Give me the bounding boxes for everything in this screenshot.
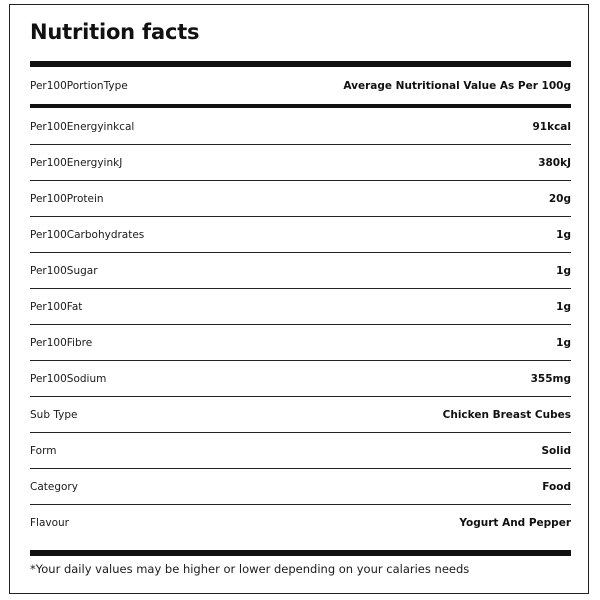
row-value: 355mg xyxy=(530,372,571,385)
panel-title: Nutrition facts xyxy=(30,20,200,44)
table-row xyxy=(30,109,571,145)
top-divider xyxy=(30,61,571,67)
table-row xyxy=(30,433,571,469)
row-label: Per100Fibre xyxy=(30,336,93,349)
table-row xyxy=(30,469,571,505)
nutrition-rows xyxy=(30,109,571,541)
row-value: 1g xyxy=(556,300,571,313)
table-row xyxy=(30,325,571,361)
row-value: 1g xyxy=(556,264,571,277)
table-row xyxy=(30,181,571,217)
row-label: Per100Sugar xyxy=(30,264,98,277)
table-row xyxy=(30,361,571,397)
header-divider xyxy=(30,104,571,108)
table-row xyxy=(30,505,571,541)
row-value: 20g xyxy=(548,192,571,205)
table-row xyxy=(30,145,571,181)
row-label: Category xyxy=(30,480,78,493)
row-label: Sub Type xyxy=(30,408,78,421)
row-label: Per100EnergyinkJ xyxy=(30,156,123,169)
nutrition-facts-panel xyxy=(9,4,589,594)
row-label: Form xyxy=(30,444,57,457)
row-value: 1g xyxy=(556,336,571,349)
row-value: Chicken Breast Cubes xyxy=(442,408,571,421)
portion-type-label: Per100PortionType xyxy=(30,80,128,92)
portion-type-row xyxy=(30,68,571,104)
row-label: Per100Protein xyxy=(30,192,104,205)
row-value: Yogurt And Pepper xyxy=(459,517,571,529)
portion-type-value: Average Nutritional Value As Per 100g xyxy=(343,80,571,92)
row-label: Flavour xyxy=(30,517,70,529)
row-value: 1g xyxy=(556,228,571,241)
row-label: Per100Fat xyxy=(30,300,83,313)
table-row xyxy=(30,217,571,253)
table-row xyxy=(30,289,571,325)
row-value: Solid xyxy=(541,444,571,457)
footnote: *Your daily values may be higher or lower depending on your calaries needs xyxy=(30,562,470,576)
bottom-divider xyxy=(30,550,571,556)
table-row xyxy=(30,253,571,289)
row-label: Per100Carbohydrates xyxy=(30,228,145,241)
row-label: Per100Energyinkcal xyxy=(30,120,135,133)
table-row xyxy=(30,397,571,433)
row-label: Per100Sodium xyxy=(30,372,107,385)
row-value: 91kcal xyxy=(532,120,571,133)
row-value: 380kJ xyxy=(538,156,571,169)
row-value: Food xyxy=(542,480,571,493)
